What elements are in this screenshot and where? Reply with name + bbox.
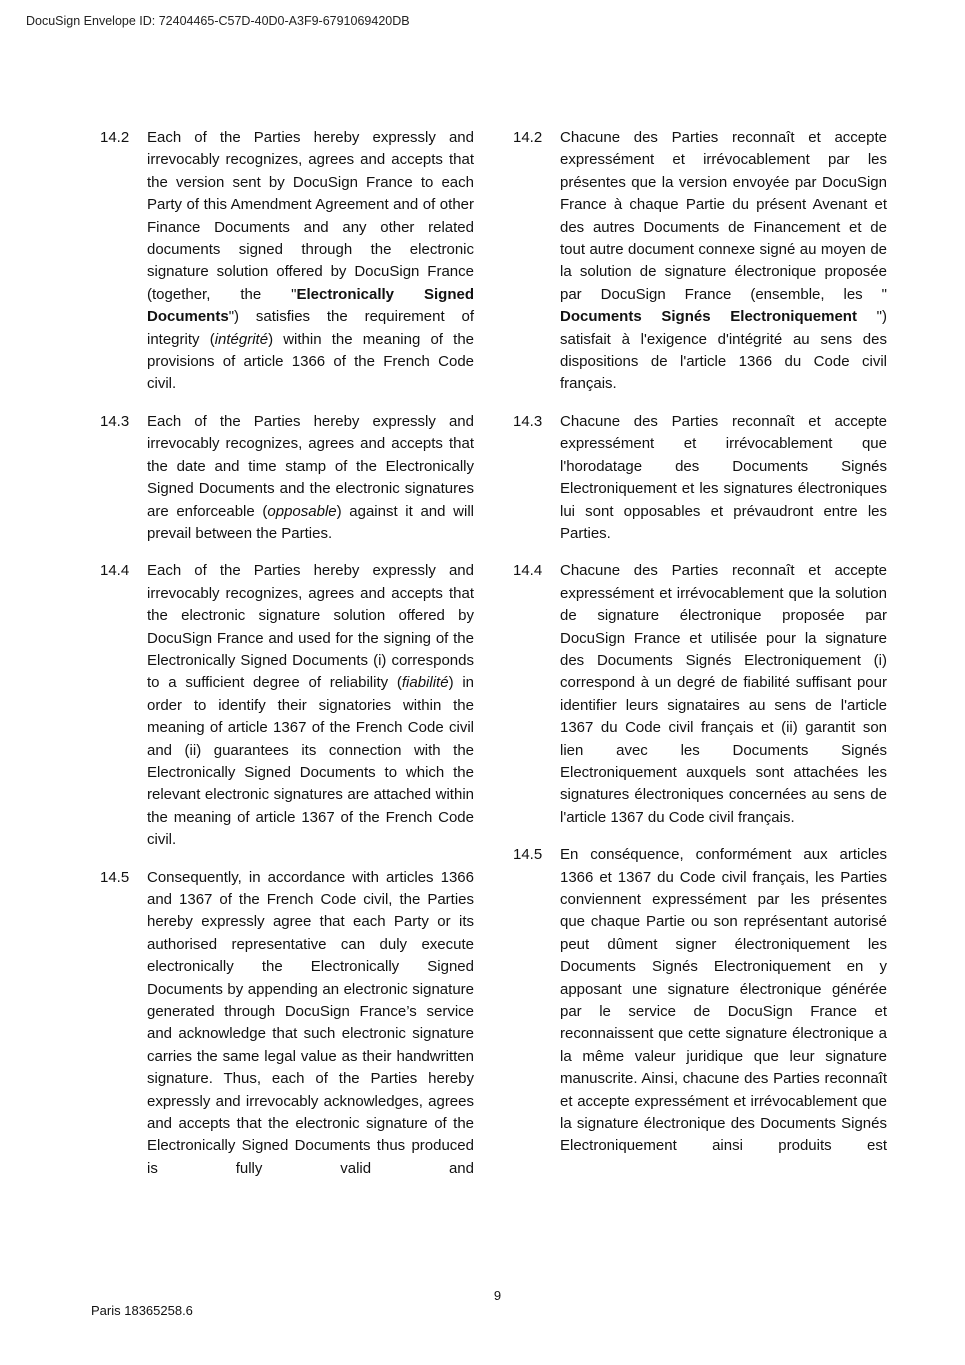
clause-14-5-en: [100, 867, 474, 1181]
clause-text: Each of the Parties hereby expressly and irrevocably recognizes, agrees and accepts that the version sent by DocuSign France to each Party of this Amendment Agreement and of other Finance Documents and any other related documents signed through the electronic signature solution offered by DocuSign France (together, the "Electronically Signed Documents") satisfies the requirement of integrity (intégrité) within the meaning of the provisions of article 1366 of the French Code civil.: [147, 129, 474, 393]
clause-14-3-fr: [513, 411, 887, 545]
clause-14-4-fr: [513, 560, 887, 829]
clause-14-5-fr: [513, 844, 887, 1158]
clause-14-2-en: [100, 127, 474, 396]
clause-number: 14.5: [513, 846, 543, 864]
clause-14-2-fr: [513, 127, 887, 396]
envelope-id: DocuSign Envelope ID: 72404465-C57D-40D0-A3F9-6791069420DB: [26, 14, 410, 28]
clause-text: En conséquence, conformément aux articles 1366 et 1367 du Code civil français, les Parties conviennent expressément par les présentes que chaque Partie ou son représentant autorisé peut dûment signer électroniquement les Documents Signés Electroniquement en y apposant une signature électronique générée par le service de DocuSign France et reconnaissent que cette signature électronique a la même valeur juridique que leur signature manuscrite. Ainsi, chacune des Parties reconnaît et accepte expressément et irrévocablement que la signature électronique des Documents Signés Electroniquement ainsi produits est: [560, 846, 887, 1155]
page-number: 9: [493, 1288, 502, 1303]
french-column: [513, 127, 887, 1173]
clause-number: 14.2: [513, 129, 543, 146]
clause-text: Chacune des Parties reconnaît et accepte expressément et irrévocablement par les présentes que la version envoyée par DocuSign France à chaque Partie du présent Avenant et des autres Documents de Financement et de tout autre document connexe signé au moyen de la solution de signature électronique proposée par DocuSign France (ensemble, les " Documents Signés Electroniquement ") satisfait à l'exigence d'intégrité au sens des dispositions de l'article 1366 du Code civil français.: [560, 129, 887, 393]
clause-14-4-en: [100, 560, 474, 851]
clause-14-3-en: [100, 411, 474, 545]
clause-text: Each of the Parties hereby expressly and irrevocably recognizes, agrees and accepts that the date and time stamp of the Electronically Signed Documents and the electronic signatures are enforceable (opposable) against it and will prevail between the Parties.: [147, 412, 474, 542]
clause-number: 14.4: [100, 562, 130, 580]
document-reference: Paris 18365258.6: [91, 1303, 193, 1318]
clause-number: 14.5: [100, 868, 130, 886]
clause-text: Chacune des Parties reconnaît et accepte expressément et irrévocablement que l'horodatage des Documents Signés Electroniquement et les signatures électroniques lui sont opposables et prévaudront entre les Parties.: [560, 412, 887, 542]
clause-text: Consequently, in accordance with articles 1366 and 1367 of the French Code civil, the Parties hereby expressly agree that each Party or its authorised representative can duly execute electronically the Electronically Signed Documents by appending an electronic signature generated through DocuSign France’s service and acknowledge that such electronic signature carries the same legal value as their handwritten signature. Thus, each of the Parties hereby expressly and irrevocably acknowledges, agrees and accepts that the electronic signature of the Electronically Signed Documents thus produced is fully valid and: [147, 868, 474, 1177]
clause-number: 14.3: [100, 412, 130, 430]
clause-number: 14.3: [513, 412, 543, 430]
english-column: [100, 127, 474, 1195]
clause-text: Each of the Parties hereby expressly and irrevocably recognizes, agrees and accepts that the electronic signature solution offered by DocuSign France and used for the signing of the Electronically Signed Documents (i) corresponds to a sufficient degree of reliability (fiabilité) in order to identify their signatories within the meaning of article 1367 of the French Code civil and (ii) guarantees its connection with the Electronically Signed Documents to which the relevant electronic signatures are attached within the meaning of article 1367 of the French Code civil.: [147, 562, 475, 849]
clause-text: Chacune des Parties reconnaît et accepte expressément et irrévocablement que la solution de signature électronique proposée par DocuSign France et utilisée pour la signature des Documents Signés Electroniquement (i) correspond à un degré de fiabilité suffisant pour identifier leurs signataires au sens de l'article 1367 du Code civil français et (ii) garantit son lien avec les Documents Signés Electroniquement auxquels sont attachées les signatures électroniques concernées au sens de l'article 1367 du Code civil français.: [560, 562, 887, 826]
clause-number: 14.2: [100, 129, 130, 146]
clause-number: 14.4: [513, 562, 543, 580]
